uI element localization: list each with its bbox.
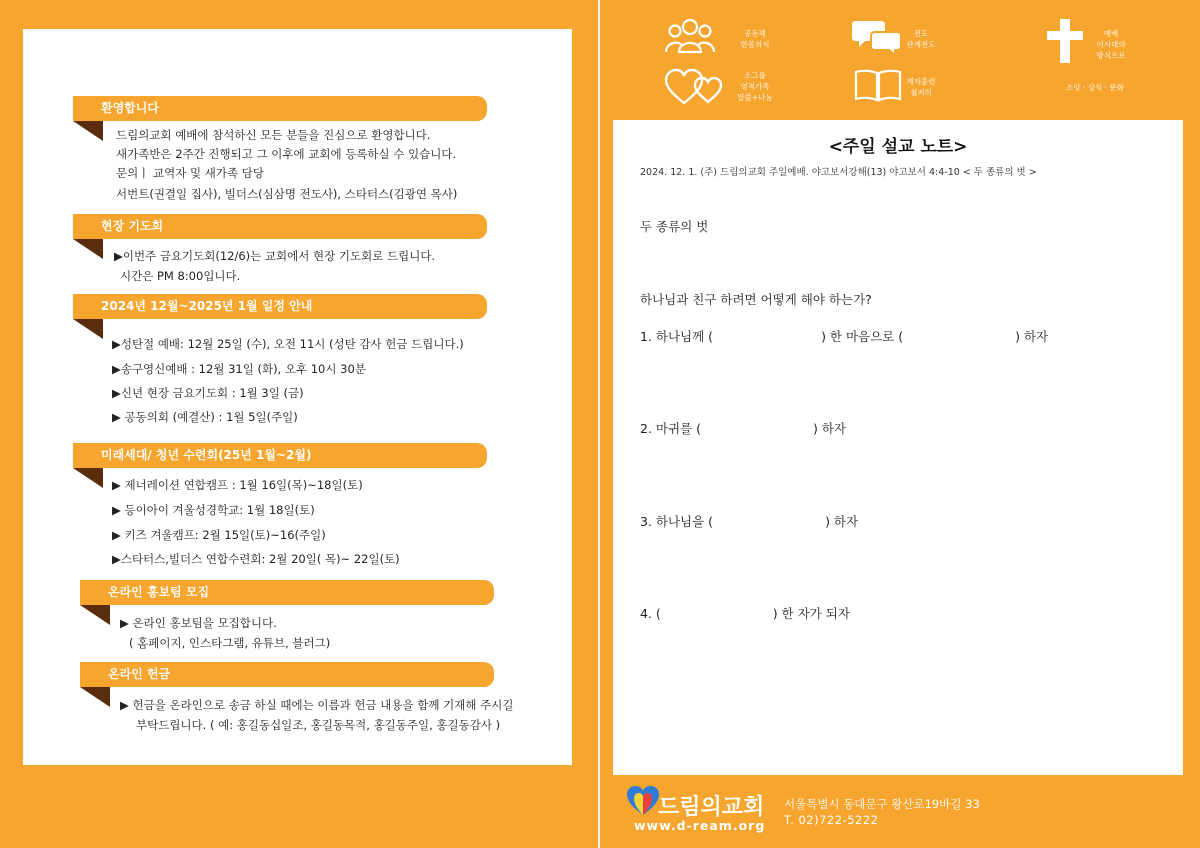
people-icon	[664, 18, 716, 54]
section-line: 새가족반은 2주간 진행되고 그 이후에 교회에 등록하실 수 있습니다.	[116, 147, 457, 161]
section-line: ▶송구영신예배 : 12월 31일 (화), 오후 10시 30분	[112, 362, 366, 376]
icon-caption	[1076, 28, 1146, 61]
section-line: ▶성탄절 예배: 12월 25일 (수), 오전 11시 (성탄 감사 헌금 드립니다.)	[112, 337, 464, 351]
item-text: ) 하자	[825, 514, 859, 529]
note-item-2	[640, 419, 846, 437]
section-banner	[73, 214, 487, 239]
section-line: ▶이번주 금요기도회(12/6)는 교회에서 현장 기도회로 드립니다.	[114, 249, 436, 263]
banner-fold	[73, 121, 103, 141]
church-address: 서울특별시 동대문구 왕산로19바길 33	[784, 797, 980, 811]
section-line: ▶ 키즈 겨울캠프: 2월 15일(토)~16(주일)	[112, 528, 326, 542]
section-title: 온라인 헌금	[108, 667, 171, 681]
banner-fold	[80, 687, 110, 707]
caption-line: 공동체	[744, 29, 766, 38]
section-line: 서번트(권결일 집사), 빌더스(심삼명 전도사), 스타터스(김광연 목사)	[116, 187, 458, 201]
item-text: 4. (	[640, 606, 661, 621]
section-title: 미래세대/ 청년 수련회(25년 1월~2월)	[101, 448, 312, 462]
note-topic: 두 종류의 벗	[640, 219, 709, 234]
note-subtitle: 2024. 12. 1. (주) 드림의교회 주일예배. 야고보서강해(13) 야고보서 4:4-10 < 두 종류의 벗 >	[640, 167, 1037, 178]
icon-caption	[720, 28, 790, 50]
caption-line: 소양 · 상식 · 문화	[1066, 83, 1124, 92]
item-text: 3. 하나님을 (	[640, 514, 714, 529]
page-fold-divider	[598, 0, 600, 848]
section-line: 드림의교회 예배에 참석하신 모든 분들을 진심으로 환영합니다.	[116, 128, 431, 142]
section-title: 현장 기도회	[101, 219, 164, 233]
section-line: 부탁드립니다. ( 예: 홍길동십일조, 홍길동목적, 홍길동주일, 홍길동감사 )	[136, 718, 501, 732]
item-text: ) 하자	[1015, 329, 1049, 344]
banner-fold	[73, 239, 103, 259]
icon-caption	[1050, 82, 1140, 93]
section-line: ▶ 공동의회 (예결산) : 1월 5일(주일)	[112, 410, 298, 424]
caption-line: 소그룹	[744, 71, 766, 80]
caption-line: 방식으로	[1096, 51, 1126, 60]
item-text: 2. 마귀를 (	[640, 421, 701, 436]
section-line: ▶ 등이아이 겨울성경학교: 1월 18일(토)	[112, 503, 315, 517]
church-phone: T. 02)722-5222	[784, 813, 879, 827]
section-title: 환영합니다	[101, 101, 159, 115]
item-text: ) 한 자가 되자	[772, 606, 850, 621]
section-line: ▶스타터스,빌더스 연합수련회: 2월 20일( 목)~ 22일(토)	[112, 552, 400, 566]
banner-fold	[80, 605, 110, 625]
sermon-note-panel	[613, 120, 1183, 775]
section-line: ▶ 헌금을 온라인으로 송금 하실 때에는 이름과 헌금 내용을 함께 기재해 주시길	[120, 698, 514, 712]
section-line: 시간은 PM 8:00입니다.	[120, 269, 241, 283]
section-banner	[80, 662, 494, 687]
item-text: 1. 하나님께 (	[640, 329, 714, 344]
hearts-icon	[664, 68, 724, 106]
item-text: ) 한 마음으로 (	[821, 329, 904, 344]
section-banner	[80, 580, 494, 605]
caption-line: 관계전도	[906, 40, 936, 49]
section-line: ▶신년 현장 금요기도회 : 1월 3일 (금)	[112, 386, 304, 400]
note-question: 하나님과 친구 하려면 어떻게 해야 하는가?	[640, 292, 872, 307]
caption-line: 이시대의	[1096, 40, 1126, 49]
caption-line: 말씀+나눔	[737, 93, 773, 102]
church-logo-icon	[626, 785, 660, 817]
note-item-1	[640, 327, 1048, 345]
section-line: ▶ 온라인 홍보팀을 모집합니다.	[120, 616, 277, 630]
note-item-3	[640, 512, 858, 530]
caption-line: 철저히	[910, 88, 932, 97]
banner-fold	[73, 468, 103, 488]
section-banner	[73, 294, 487, 319]
section-line: ▶ 제너레이션 연합캠프 : 1월 16일(목)~18일(토)	[112, 478, 363, 492]
section-title: 온라인 홍보팀 모집	[108, 585, 210, 599]
icon-caption	[886, 28, 956, 50]
section-banner	[73, 443, 487, 468]
icon-caption	[886, 76, 956, 98]
caption-line: 예배	[1103, 29, 1119, 38]
caption-line: 영적가족	[740, 82, 770, 91]
section-banner	[73, 96, 487, 121]
caption-line: 전도	[913, 29, 929, 38]
banner-fold	[73, 319, 103, 339]
church-footer	[600, 775, 1200, 848]
section-title: 2024년 12월~2025년 1월 일정 안내	[101, 299, 313, 313]
section-line: 문의ㅣ 교역자 및 새가족 담당	[116, 166, 264, 180]
caption-line: 한몸의식	[740, 40, 770, 49]
announcements-panel	[23, 29, 572, 765]
note-item-4	[640, 604, 850, 622]
section-line: ( 홈페이지, 인스타그램, 유튜브, 블러그)	[129, 636, 331, 650]
caption-line: 제자훈련	[906, 77, 936, 86]
church-logo-text: 드림의교회	[658, 795, 765, 820]
church-website-link[interactable]: www.d-ream.org	[634, 818, 766, 833]
values-icons	[600, 0, 1200, 118]
icon-caption	[720, 70, 790, 103]
note-title: <주일 설교 노트>	[828, 137, 968, 157]
item-text: ) 하자	[812, 421, 846, 436]
